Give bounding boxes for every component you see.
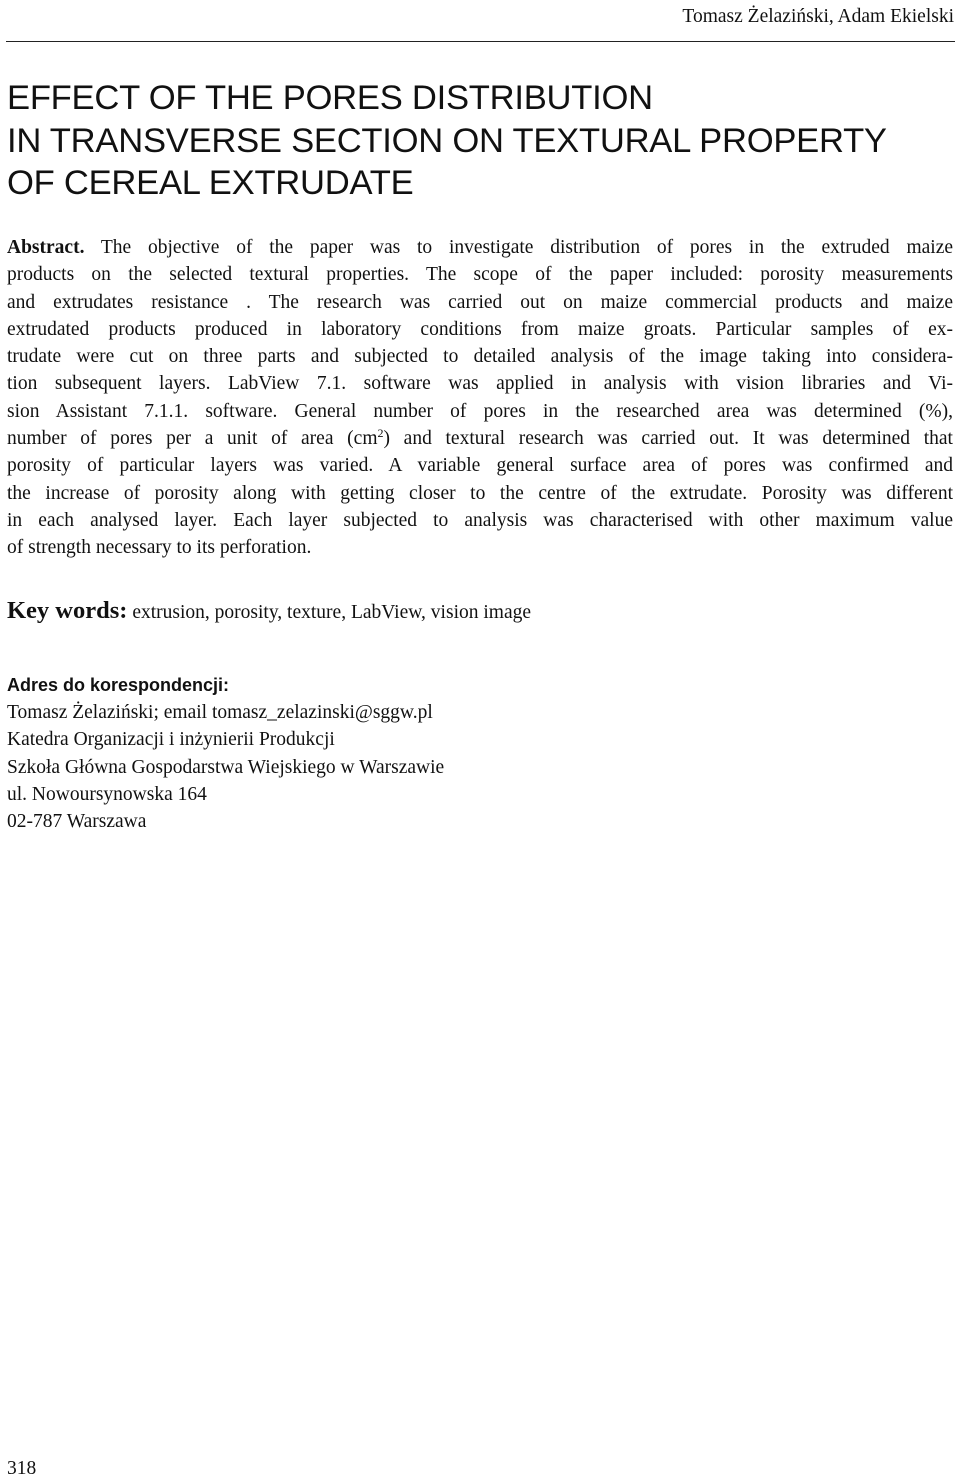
abstract-line: of strength necessary to its perforation. bbox=[7, 537, 312, 559]
title-line: OF CEREAL EXTRUDATE bbox=[7, 164, 414, 202]
abstract-line bbox=[7, 234, 953, 261]
abstract-line: trudate were cut on three parts and subjected to detailed analysis of the image taking into considera- bbox=[7, 346, 953, 368]
title-line: EFFECT OF THE PORES DISTRIBUTION bbox=[7, 79, 653, 117]
correspondence-line: Szkoła Główna Gospodarstwa Wiejskiego w Warszawie bbox=[7, 756, 445, 778]
abstract-text: The objective of the paper was to investigate distribution of pores in the extruded maize bbox=[84, 237, 953, 258]
abstract-label: Abstract. bbox=[7, 237, 85, 258]
keywords-text: extrusion, porosity, texture, LabView, vision image bbox=[127, 602, 532, 623]
abstract-line: extrudated products produced in laboratory conditions from maize groats. Particular samples of ex- bbox=[7, 318, 953, 340]
correspondence-block bbox=[7, 672, 444, 835]
abstract bbox=[7, 234, 953, 562]
correspondence-line: 02-787 Warszawa bbox=[7, 811, 147, 833]
abstract-line: sion Assistant 7.1.1. software. General number of pores in the researched area was determined (%), bbox=[7, 400, 953, 422]
correspondence-heading: Adres do korespondencji: bbox=[7, 675, 230, 695]
correspondence-line: Tomasz Żelaziński; email tomasz_zelazinski@sggw.pl bbox=[7, 702, 433, 724]
page-number: 318 bbox=[7, 1458, 37, 1479]
title-line: IN TRANSVERSE SECTION ON TEXTURAL PROPERTY bbox=[7, 121, 887, 160]
abstract-line: in each analysed layer. Each layer subjected to analysis was characterised with other maximum value bbox=[7, 509, 953, 531]
superscript-exponent: 2 bbox=[377, 426, 384, 441]
running-header-authors: Tomasz Żelaziński, Adam Ekielski bbox=[682, 6, 954, 27]
abstract-line: porosity of particular layers was varied. A variable general surface area of pores was confirmed and bbox=[7, 455, 953, 477]
abstract-line bbox=[7, 425, 953, 452]
abstract-text: number of pores per a unit of area (cm bbox=[7, 428, 378, 450]
abstract-line: tion subsequent layers. LabView 7.1. software was applied in analysis with vision libraries and Vi- bbox=[7, 373, 953, 395]
correspondence-line: ul. Nowoursynowska 164 bbox=[7, 783, 207, 805]
keywords bbox=[7, 594, 531, 630]
abstract-line: and extrudates resistance . The research was carried out on maize commercial products and maize bbox=[7, 291, 953, 313]
correspondence-line: Katedra Organizacji i inżynierii Produkcji bbox=[7, 729, 335, 751]
abstract-line: products on the selected textural properties. The scope of the paper included: porosity measurements bbox=[7, 264, 953, 286]
abstract-text: ) and textural research was carried out. It was determined that bbox=[383, 428, 953, 450]
header-rule bbox=[6, 41, 955, 42]
abstract-line: the increase of porosity along with getting closer to the centre of the extrudate. Porosity was different bbox=[7, 482, 953, 504]
keywords-label: Key words: bbox=[7, 597, 128, 624]
paper-title bbox=[7, 77, 952, 205]
